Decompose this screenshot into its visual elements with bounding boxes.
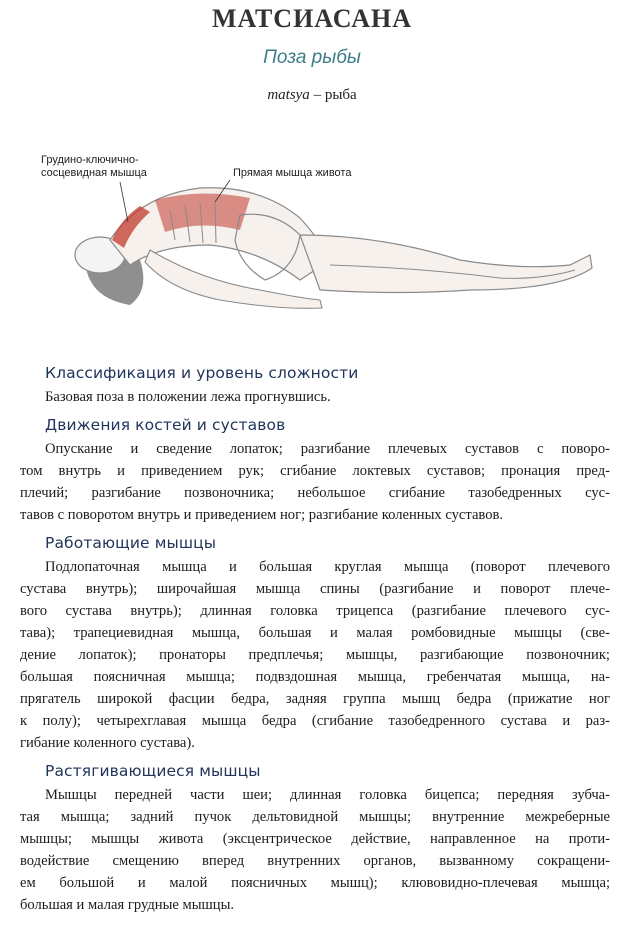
section-heading: Работающие мышцы xyxy=(45,534,217,552)
body-line: Мышцы передней части шеи; длинная головка бицепса; передняя зубча- xyxy=(45,787,610,803)
etymology-meaning: – рыба xyxy=(309,87,357,103)
label-rectus: Прямая мышца живота xyxy=(233,167,352,179)
body-line: тавов с поворотом внутрь и приведением ног; разгибание коленных суставов. xyxy=(20,507,504,523)
section-classification xyxy=(20,362,610,408)
body-line: вого сустава внутрь); длинная головка трицепса (разгибание плечевого сус- xyxy=(20,603,610,619)
section-working-muscles xyxy=(20,532,610,754)
body-line: Базовая поза в положении лежа прогнувшись. xyxy=(45,389,331,405)
section-body xyxy=(20,438,610,526)
body-line: большая поясничная мышца; подвздошная мышца, гребенчатая мышца, на- xyxy=(20,669,610,685)
body-line: сустава внутрь); широчайшая мышца спины (разгибание и поворот плече- xyxy=(20,581,610,597)
body-line: дение лопаток); пронаторы предплечья; мышцы, разгибающие позвоночник; xyxy=(20,647,610,663)
anatomy-illustration xyxy=(0,140,624,355)
body-line: том внутрь и приведением рук; сгибание локтевых суставов; пронация пред- xyxy=(20,463,610,479)
pose-subtitle: Поза рыбы xyxy=(263,47,361,68)
section-movements xyxy=(20,414,610,526)
section-heading: Движения костей и суставов xyxy=(45,416,286,434)
legs-outline xyxy=(300,235,592,293)
etymology-word: matsya xyxy=(267,87,310,103)
text-content xyxy=(20,362,610,922)
scm-pointer xyxy=(120,182,128,222)
body-line: гибание коленного сустава). xyxy=(20,735,195,751)
section-stretched-muscles xyxy=(20,760,610,916)
body-line: плечий; разгибание позвоночника; небольшое сгибание тазобедренных сус- xyxy=(20,485,610,501)
body-line: мышцы; мышцы живота (эксцентрическое действие, направленное на проти- xyxy=(20,831,610,847)
label-scm-line2: сосцевидная мышца xyxy=(41,167,147,179)
etymology xyxy=(0,87,624,104)
label-scm xyxy=(41,154,147,180)
label-scm-line1: Грудино-ключично- xyxy=(41,154,139,166)
body-line: тая мышца; задний пучок дельтовидной мышцы; внутренние межреберные xyxy=(20,809,610,825)
section-heading: Классификация и уровень сложности xyxy=(45,364,359,382)
body-line: ем большой и малой поясничных мышц); клювовидно-плечевая мышца; xyxy=(20,875,610,891)
body-line: к полу); четырехглавая мышца бедра (сгибание тазобедренного сустава и раз- xyxy=(20,713,610,729)
section-body xyxy=(20,784,610,916)
body-line: прягатель широкой фасции бедра, задняя группа мышц бедра (прижатие ног xyxy=(20,691,610,707)
body-line: Опускание и сведение лопаток; разгибание плечевых суставов с поворо- xyxy=(45,441,610,457)
page-title: МАТСИАСАНА xyxy=(211,4,413,33)
body-line: тава); трапециевидная мышца, большая и малая ромбовидные мышцы (све- xyxy=(20,625,610,641)
section-body xyxy=(20,556,610,754)
body-line: водействие смещению вперед внутренних органов, вызванному сокращени- xyxy=(20,853,610,869)
body-line: Подлопаточная мышца и большая круглая мышца (поворот плечевого xyxy=(45,559,610,575)
section-heading: Растягивающиеся мышцы xyxy=(45,762,261,780)
section-body xyxy=(20,386,610,408)
body-line: большая и малая грудные мышцы. xyxy=(20,897,235,913)
